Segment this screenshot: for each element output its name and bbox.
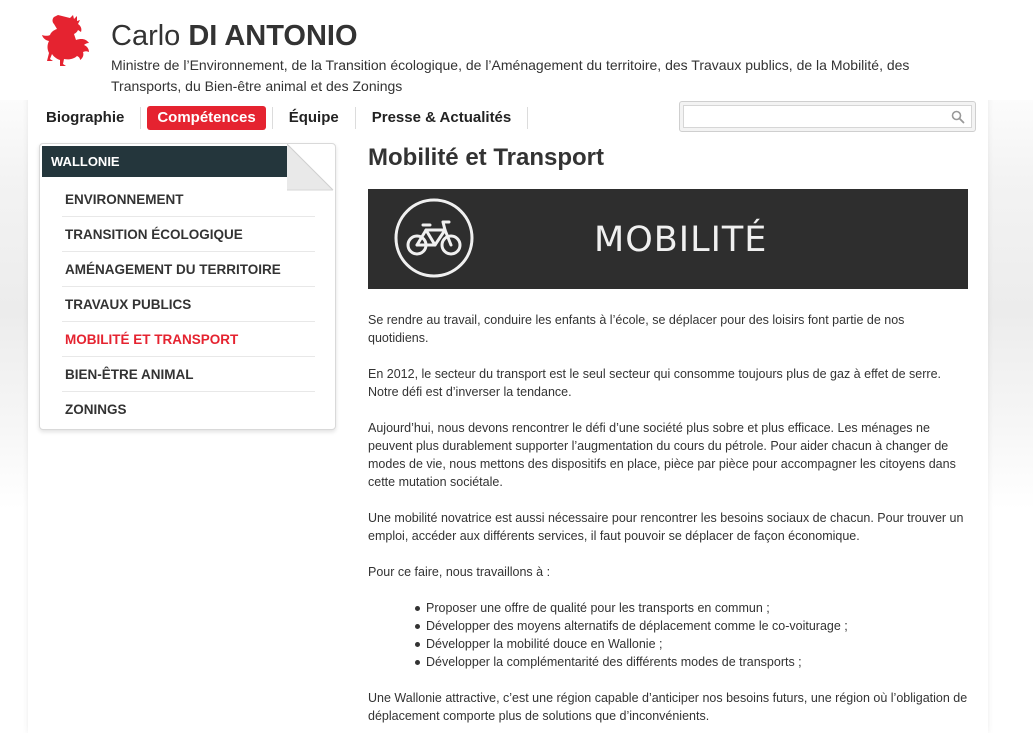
nav-equipe[interactable]: Équipe — [288, 109, 339, 126]
site-header — [0, 0, 1033, 100]
mobility-banner — [368, 189, 968, 289]
minister-title: Ministre de l’Environnement, de la Transition écologique, de l’Aménagement du territoire, des Travaux publics, de la Mobilité, des Transports, du Bien-être animal et des Zonings — [111, 57, 910, 94]
sidebar-heading: WALLONIE — [42, 146, 288, 177]
nav-biographie[interactable]: Biographie — [46, 109, 125, 126]
paragraph: En 2012, le secteur du transport est le seul secteur qui consomme toujours plus de gaz à effet de serre. Notre défi est d’inverser la tendance. — [368, 367, 942, 399]
page-title: Mobilité et Transport — [368, 144, 605, 171]
paragraph: Aujourd’hui, nous devons rencontrer le défi d’une société plus sobre et plus efficace. Les ménages ne peuvent plus durablement supporter l’augmentation du cours du pétrole. Pour aider chacun à changer de modes de vie, nous mettons des dispositifs en place, pièce par pièce pour accompagner les citoyens dans cette mutation sociétale. — [368, 421, 956, 489]
banner-title: MOBILITÉ — [594, 220, 768, 260]
list-item: Développer la complémentarité des différents modes de transports ; — [426, 653, 968, 671]
walloon-rooster-icon[interactable] — [40, 14, 92, 66]
sidebar-item-amenagement-territoire[interactable]: AMÉNAGEMENT DU TERRITOIRE — [62, 252, 315, 287]
objectives-list — [426, 599, 968, 671]
sidebar-menu — [62, 182, 315, 427]
nav-divider — [527, 107, 528, 129]
search-input[interactable] — [683, 105, 972, 128]
nav-presse-actualites[interactable]: Presse & Actualités — [371, 109, 512, 126]
bicycle-icon — [394, 198, 474, 278]
paragraph: Une mobilité novatrice est aussi nécessaire pour rencontrer les besoins sociaux de chacun. Pour trouver un emploi, accéder aux différents services, il faut pouvoir se déplacer de façon économique. — [368, 511, 964, 543]
search-box — [679, 101, 976, 132]
sidebar-item-bien-etre-animal[interactable]: BIEN-ÊTRE ANIMAL — [62, 357, 315, 392]
sidebar-item-environnement[interactable]: ENVIRONNEMENT — [62, 182, 315, 217]
paragraph: Pour ce faire, nous travaillons à : — [368, 565, 551, 579]
main-nav — [36, 104, 534, 132]
paragraph: Se rendre au travail, conduire les enfants à l’école, se déplacer pour des loisirs font partie de nos quotidiens. — [368, 313, 905, 345]
nav-divider — [355, 107, 356, 129]
nav-divider — [140, 107, 141, 129]
sidebar-item-zonings[interactable]: ZONINGS — [65, 402, 127, 417]
sidebar — [39, 143, 336, 430]
last-name: DI ANTONIO — [188, 20, 358, 52]
nav-competences[interactable]: Compétences — [147, 106, 265, 130]
search-icon[interactable] — [951, 110, 965, 124]
nav-divider — [272, 107, 273, 129]
list-item: Développer la mobilité douce en Wallonie ; — [426, 635, 968, 653]
list-item: Développer des moyens alternatifs de déplacement comme le co-voiturage ; — [426, 617, 968, 635]
sidebar-item-travaux-publics[interactable]: TRAVAUX PUBLICS — [62, 287, 315, 322]
list-item: Proposer une offre de qualité pour les transports en commun ; — [426, 599, 968, 617]
closing-paragraph: Une Wallonie attractive, c’est une région capable d’anticiper nos besoins futurs, une région où l’obligation de déplacement comporte plus de solutions que d’inconvénients. — [368, 691, 968, 723]
site-name[interactable] — [111, 20, 358, 53]
sidebar-item-mobilite-transport[interactable]: MOBILITÉ ET TRANSPORT — [62, 322, 315, 357]
main-content — [368, 144, 968, 733]
sidebar-item-transition-ecologique[interactable]: TRANSITION ÉCOLOGIQUE — [62, 217, 315, 252]
article-body — [368, 311, 968, 725]
first-name: Carlo — [111, 20, 189, 52]
